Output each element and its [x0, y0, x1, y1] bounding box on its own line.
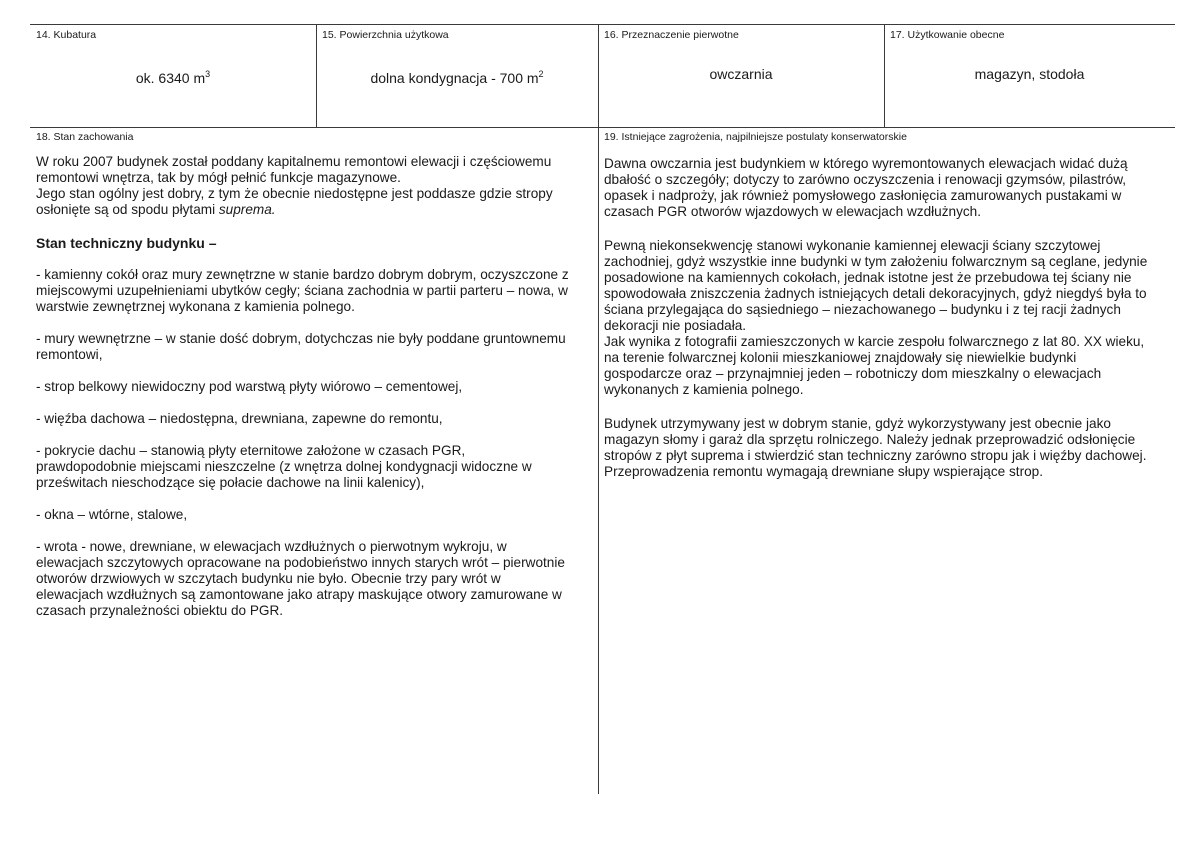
- intro-line: Jego stan ogólny jest dobry, z tym że obecnie niedostępne jest poddasze gdzie stropy: [36, 186, 553, 201]
- paragraph: Budynek utrzymywany jest w dobrym stanie, gdyż wykorzystywany jest obecnie jako magazyn słomy i garaż dla sprzętu rolniczego. Należy jednak przeprowadzić odsłonięcie stropów z płyt suprema i stwierdzić stan techniczny zarówno stropu jak i więźby dachowej. Przeprowadzenia remontu wymagają drewniane słupy wspierające strop.: [604, 416, 1147, 479]
- kubatura-value: ok. 6340 $m^3$: [135, 69, 211, 86]
- list-item: - strop belkowy niewidoczny pod warstwą płyty wiórowo – cementowej,: [36, 379, 463, 394]
- list-item: - więźba dachowa – niedostępna, drewniana, zapewne do remontu,: [36, 411, 443, 426]
- powierzchnia-label: 15. Powierzchnia użytkowa: [322, 29, 449, 41]
- kubatura-label: 14. Kubatura: [36, 29, 97, 41]
- list-item: - okna – wtórne, stalowe,: [36, 507, 188, 522]
- list-item: - mury wewnętrzne – w stanie dość dobrym, dotychczas nie były poddane gruntownemu remontowi,: [36, 331, 566, 362]
- zagrozenia-label: 19. Istniejące zagrożenia, najpilniejsze postulaty konserwatorskie: [604, 131, 907, 143]
- column-divider-2: [598, 24, 599, 794]
- list-item: - kamienny cokół oraz mury zewnętrzne w stanie bardzo dobrym dobrym, oczyszczone z miejscowymi uzupełnieniami ubytków cegły; ściana zachodnia w partii parteru – nowa, w warstwie zewnętrznej wykonana z kamienia polnego.: [36, 267, 569, 314]
- intro-line: osłonięte są od spodu płytami suprema.: [36, 202, 276, 217]
- paragraph: Dawna owczarnia jest budynkiem w którego wyremontowanych elewacjach widać dużą dbałość o szczegóły; dotyczy to zarówno oczyszczenia i renowacji gzymsów, pilastrów, opasek i nadproży, jak również pomysłowego zasłonięcia zamurowanych pustakami w czasach PGR otworów wjazdowych w elewacjach wzdłużnych.: [604, 156, 1128, 219]
- zagrozenia-text: [604, 156, 1172, 480]
- stan-techniczny-heading: Stan techniczny budynku –: [36, 235, 217, 251]
- uzytkowanie-value: magazyn, stodoła: [974, 66, 1085, 82]
- table-top-border: [30, 24, 1175, 25]
- przeznaczenie-value: owczarnia: [709, 66, 773, 82]
- intro-line: W roku 2007 budynek został poddany kapitalnemu remontowi elewacji i częściowemu: [36, 154, 552, 169]
- stan-zachowania-label: 18. Stan zachowania: [36, 131, 134, 143]
- przeznaczenie-label: 16. Przeznaczenie pierwotne: [604, 29, 739, 41]
- list-item: - wrota - nowe, drewniane, w elewacjach wzdłużnych o pierwotnym wykroju, w elewacjach szczytowych opracowane na podobieństwo innych starych wrót – pierwotnie otworów drzwiowych w szczytach budynku nie było. Obecnie trzy pary wrót w elewacjach wzdłużnych są zamontowane jako atrapy maskujące otwory zamurowane w czasach przynależności obiektu do PGR.: [36, 539, 565, 618]
- paragraph: Pewną niekonsekwencję stanowi wykonanie kamiennej elewacji ściany szczytowej zachodniej, gdyż wszystkie inne budynki w tym założeniu folwarcznym są ceglane, jedynie posadowione na kamiennych cokołach, jednak istotne jest że przebudowa tej ściany nie spowodowała zniszczenia żadnych istniejących detali dekoracyjnych, gdyż niegdyś była to ściana przylegająca do sąsiedniego – niezachowanego – budynku i z tej racji żadnych dekoracji nie posiadała. Jak wynika z fotografii zamieszczonych w karcie zespołu folwarcznego z lat 80. XX wieku, na terenie folwarcznej kolonii mieszkaniowej znajdowały się niewielkie budynki gospodarcze oraz – przynajmniej jeden – robotniczy dom mieszkalny o elewacjach wykonanych z kamienia polnego.: [604, 238, 1148, 397]
- uzytkowanie-label: 17. Użytkowanie obecne: [890, 29, 1005, 41]
- list-item: - pokrycie dachu – stanowią płyty eternitowe założone w czasach PGR, prawdopodobnie miejscami nieszczelne (z wnętrza dolnej kondygnacji widoczne w prześwitach nieschodzące się połacie dachowe na linii kalenicy),: [36, 443, 532, 490]
- intro-line: remontowi wnętrza, tak by mógł pełnić funkcje magazynowe.: [36, 170, 401, 185]
- stan-zachowania-text: [36, 154, 592, 619]
- powierzchnia-value: dolna kondygnacja - 700 $m^2$: [370, 69, 544, 86]
- row-divider: [30, 127, 1175, 128]
